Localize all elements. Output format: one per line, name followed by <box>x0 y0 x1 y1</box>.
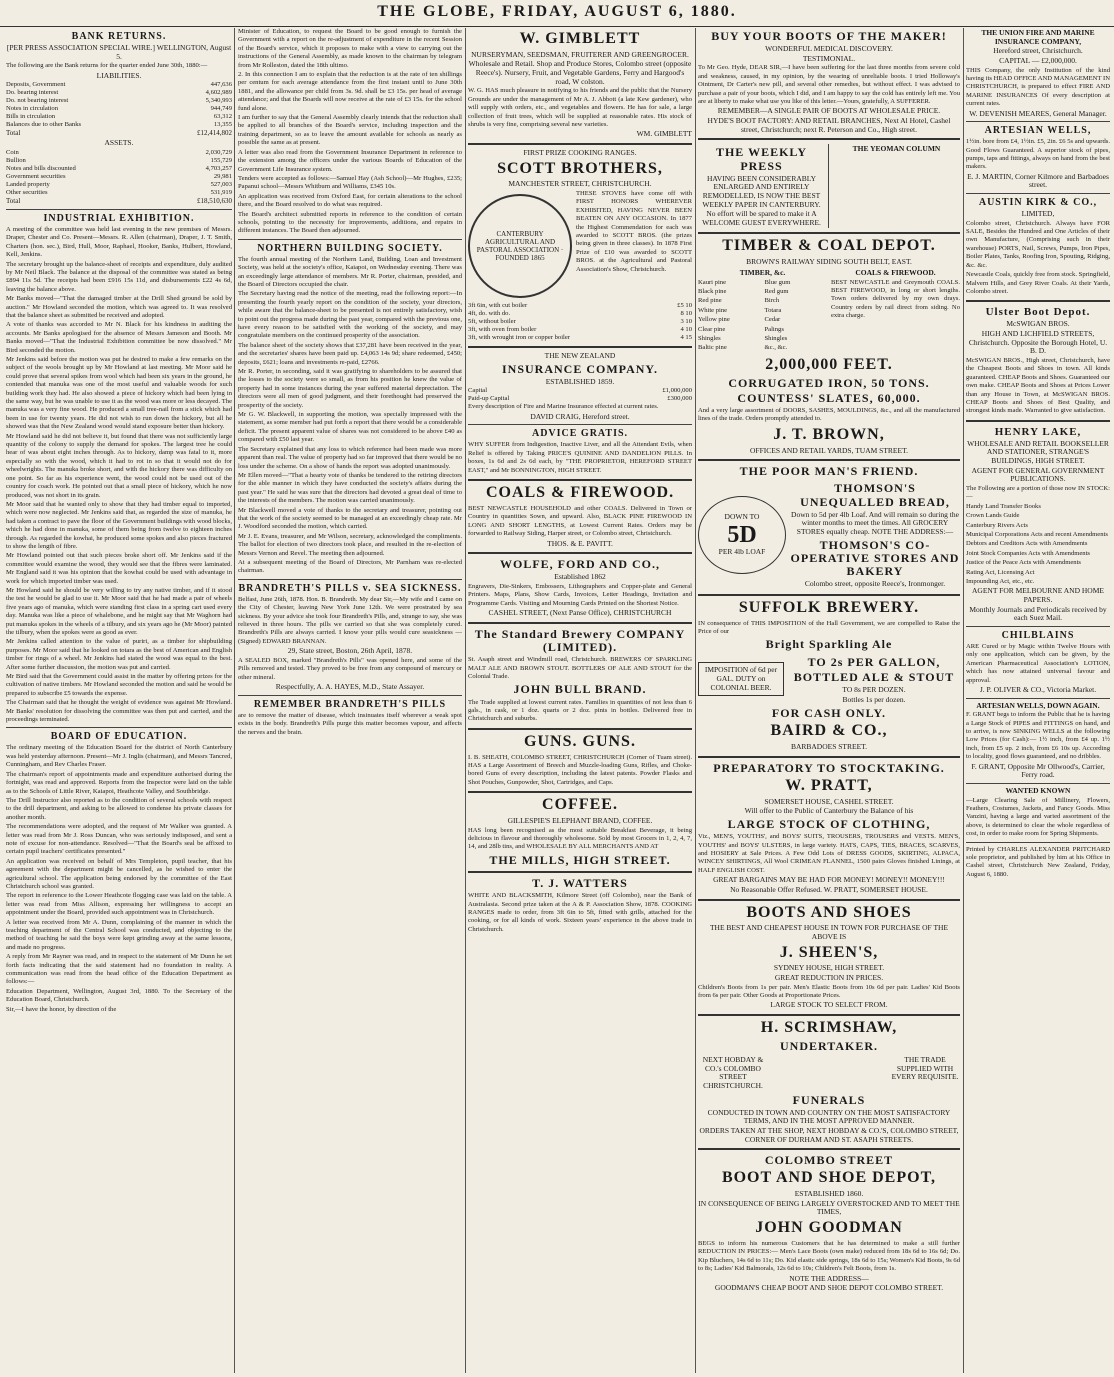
column-rule <box>695 28 696 1373</box>
boot-shoe-depot-heading: BOOT AND SHOE DEPOT, <box>721 1169 937 1187</box>
chilblains-heading: CHILBLAINS <box>1001 629 1075 641</box>
article-paragraph: A vote of thanks was accorded to Mr N. Black for his kindness in auditing the accounts. Mr Banks apologised for the absence of Messrs Jameson and Booth. Mr Banks moved—"That the Industrial Exhibition committee be now dissolved." Mr Bird seconded the motion. <box>6 321 232 354</box>
advert-text: CONDUCTED IN TOWN AND COUNTRY ON THE MOST SATISFACTORY TERMS, AND IN THE MOST APPROVED MANNER. <box>707 1107 951 1126</box>
advert-dateline: 29, State street, Boston, 26th April, 1878. <box>287 646 413 656</box>
advert-text: The Following are a portion of those now IN STOCK:— <box>966 484 1110 501</box>
list-item: &c., &c. <box>764 344 788 352</box>
standard-brewery-heading: The Standard Brewery COMPANY (LIMITED). <box>474 626 686 654</box>
bank-returns-dateline: [PER PRESS ASSOCIATION SPECIAL WIRE.] WELLINGTON, August 5. <box>6 43 232 61</box>
article-paragraph: Mr Howland said he did not believe it, but found that there was not sufficiently large quantity of the colony to supply the demand for spokes. The largest tree he could hear of was about eight inches through. As to hickory, damp was fatal to it, more especially so with the wood, which it had to rot in so that it would not do for wheelwrights. The manuka broke short, and with the hickory there was difficulty on one point. So far as his experience went, the wood could not be used out of the country for coach work. He pointed out that a small piece of hickory, which he now produced, was not short in its grain. <box>6 432 232 499</box>
advert-text: are to remove the matter of disease, which insinuates itself wherever a weak spot exists in the body. Brandreth's Pills purge this matter becomes vapour, and affects the nerves and the brain. <box>238 711 462 736</box>
article-paragraph: A letter was received from Mr A. Dunn, complaining of the manner in which the teaching department of the Central School was conducted, and objecting to the method of teaching he said the boys were kept grinding away at the same lessons, and made no progress. <box>6 918 232 951</box>
advert-text: THESE STOVES have come off with FIRST HONORS WHEREVER EXHIBITED, HAVING NEVER BEEN BEATEN ON ANY OCCASION. In 1877 the Highest Commendation for each was awarded to SCOTT BROS. (the prizes being given in three classes). In 1878 First Prize of £10 was awarded to SCOTT BROS. at the Agricultural and Pastoral Association's Show, Christchurch. <box>576 190 692 273</box>
publications-list <box>966 503 1110 587</box>
article-paragraph: The secretary brought up the balance-sheet of receipts and expenditure, duly audited by Mr Neil Black. The balance at the disposal of the committee was stated as being £894 11s 5d. The receipts had been £916 15s 11d, and disbursements £22 4s 6d, leaving the balance above. <box>6 260 232 293</box>
scott-brothers-heading: SCOTT BROTHERS, <box>497 159 663 177</box>
bottled-price: TO 8s PER DOZEN. <box>842 684 906 694</box>
advert-subheading: ESTABLISHED 1859. <box>545 376 615 386</box>
thomsons-bread: THOMSON'S UNEQUALLED BREAD, <box>800 481 950 509</box>
advert-subheading: LIMITED, <box>1021 209 1055 219</box>
table-row: 3ft, with wrought iron or copper boiler 4 15 <box>468 334 692 341</box>
advert-text: Newcastle Coals, quickly free from stock. Springfield, Malvern Hills, and Grey River Coals. At their Yards, Colombo street. <box>966 271 1110 295</box>
table-row: Notes in circulation 944,749 <box>6 105 232 113</box>
price-list <box>468 302 692 342</box>
goodman-heading: JOHN GOODMAN <box>755 1219 903 1237</box>
poor-mans-friend-heading: THE POOR MAN'S FRIEND. <box>739 464 919 479</box>
article-paragraph: The balance sheet of the society shows that £37,281 have been received in the year, and the secretaries' shares have been paid up. £4,063 14s 9d; share redeemed, £450; deposits, £621; loans and investments re-paid, £2766. <box>238 341 462 366</box>
advert-text: HAVING BEEN CONSIDERABLY ENLARGED AND ENTIRELY REMODELLED, IS NOW THE BEST WEEKLY PAPER IN CANTERBURY. <box>702 173 821 209</box>
assets-total: Total £18,510,630 <box>6 196 232 205</box>
article-paragraph: The Drill Instructor also reported as to the condition of several schools with respect to the drill department, and asking to be allowed to condense his private classes for another month. <box>6 796 232 821</box>
ale-price: TO 2s PER GALLON, <box>807 654 941 669</box>
advert-topline: THE NEW ZEALAND <box>544 351 616 360</box>
wanted-known-heading: WANTED KNOWN <box>1005 785 1071 795</box>
liabilities-total: Total £12,414,802 <box>6 129 232 138</box>
list-item: Shingles <box>698 334 721 342</box>
john-bull-brand: JOHN BULL BRAND. <box>513 682 647 697</box>
article-paragraph: The chairman's report of appointments made and expenditure authorised during the fortnight, was read and approved. Reports from the Inspector were laid on the table as to the Schools of Little River, Kaiapoi, Heathcote Valley, and Southbridge. <box>6 770 232 795</box>
wolfe-ford-heading: WOLFE, FORD AND CO., <box>499 557 660 572</box>
article-paragraph: The Chairman said that he thought the weight of evidence was against Mr Howland. Mr Banks' resolution for dissolving the committee was then put and carried, and the proceedings terminated. <box>6 699 232 724</box>
advert-subheading: GILLESPIE'S ELEPHANT BRAND, COFFEE. <box>507 816 653 826</box>
article-paragraph: Mr R. Porter, in seconding, said it was gratifying to shareholders to be assured that the losses to the society were so small, as from his position he knew the value of property had in some instances during the year suffered material depreciation. The directors were all men of good judgment, and their forethought had preserved the prosperity of the society. <box>238 368 462 409</box>
advert-subheading: Hereford street, Christchurch. <box>993 46 1083 56</box>
list-item: Impounding Act, etc., etc. <box>966 578 1035 586</box>
list-item: Debtors and Creditors Acts with Amendments <box>966 540 1088 548</box>
list-item: Yellow pine <box>698 316 730 324</box>
article-paragraph: Mr Ellen moved—"That a hearty vote of thanks be tendered to the retiring directors for the able manner in which they have conducted the society's affairs during the past year." He said he was sure that the directors had devoted a great deal of time to the interests of the members. The motion was carried unanimously. <box>238 471 462 505</box>
list-item: Handy Land Transfer Books <box>966 502 1041 510</box>
list-item: Crown Lands Guide <box>966 512 1020 520</box>
article-paragraph: The ordinary meeting of the Education Board for the district of North Canterbury was held yesterday afternoon. Present—Mr J. Inglis (chairman), and Messrs Tancred, Cunningham, and Rev Charles Fraser. <box>6 744 232 769</box>
liabilities-table <box>6 81 232 129</box>
article-paragraph: A reply from Mr Rayner was read, and in respect to the statement of Mr Dunn he set forth facts indicating that the said statement had no foundation in reality. A communication was read from the head office of the Education Department as follows:— <box>6 953 232 986</box>
table-row: 3ft, with oven from boiler 4 10 <box>468 326 692 333</box>
timber-subheading: TIMBER, &c. <box>739 267 786 277</box>
list-item: Kauri pine <box>698 278 727 286</box>
advert-signature: Respectfully, A. A. HAYES, M.D., State Assayer. <box>275 682 425 692</box>
buy-boots-heading: BUY YOUR BOOTS OF THE MAKER! <box>711 29 947 43</box>
austin-kirk-heading: AUSTIN KIRK & CO., <box>978 197 1098 209</box>
article-paragraph: Mr Howland pointed out that such pieces broke short off. Mr Jenkins said if the committee would examine the wood, they would see that the fibres were laminated. Mr England said it was his opinion that the kowhai could be used with advantage in work for which imported timber was used. <box>6 552 232 585</box>
advert-text: THE BEST AND CHEAPEST HOUSE IN TOWN FOR PURCHASE OF THE ABOVE IS <box>709 923 949 941</box>
article-paragraph: Mr Blackwell moved a vote of thanks to the secretary and treasurer, pointing out that the work of the society seemed to be managed at an exceedingly cheap rate. Mr J. Woodford seconded the motion, which carried. <box>238 506 462 531</box>
assets-heading: ASSETS. <box>104 138 134 148</box>
list-item: Joint Stock Companies Acts with Amendments <box>966 549 1090 557</box>
advice-gratis-heading: ADVICE GRATIS. <box>531 428 629 440</box>
list-item: Cedar <box>764 316 781 324</box>
advert-subheading: SYDNEY HOUSE, HIGH STREET. <box>773 963 885 973</box>
advert-text: THIS Company, the only Institution of the kind having its HEAD OFFICE AND MANAGEMENT IN CHRISTCHURCH, is prepared to effect FIRE AND MARINE INSURANCES Of every description at current rates. <box>966 66 1110 108</box>
list-item: Red gum <box>764 287 789 295</box>
table-row: Bullion 155,729 <box>6 156 232 164</box>
article-paragraph: Mr G. W. Blackwell, in supporting the motion, was specially impressed with the statement, as some member had put forth a report that there would be a considerable deficit. The present apparent value of shares was not considered to be above £40 as compared with £50 last year. <box>238 411 462 444</box>
advert-address: BARBADOES STREET. <box>790 742 868 752</box>
sparkling-ale: Bright Sparkling Ale <box>765 637 893 652</box>
loaf-price-oval: DOWN TO 5D PER 4lb LOAF <box>698 496 786 574</box>
baird-signature: BAIRD & CO., <box>770 722 888 740</box>
article-paragraph: A letter was also read from the Government Insurance Department in reference to the extension among the officers under the various Boards of Education of the Government Life Insurance system. <box>238 148 462 173</box>
advert-text: BEGS to inform his numerous Customers that he has determined to make a still further REDUCTION IN PRICES:— Men's Lace Boots (own make) reduced from 18s 6d to 16s 6d; Do. Kip Bluchers, 14s 6d to 11s; Do. Kid elastic side springs, 18s 6d to 15s; Women's Kid Boots, 9s 6d to 8s; Ladies' Kid Balmorals, 12s 6d to 10s; Children's Felt Boots, from 1s. <box>698 1239 960 1273</box>
advert-text: W. G. HAS much pleasure in notifying to his friends and the public that the Nursery Grounds are under the management of Mr A. J. Abbott (a late Kew gardener), who will supply with orders, etc., and vegetables and flowers. He has for sale, a large collection of fruit trees, which will be supplied at reasonable rates. His stock of shrubs is very fine, comprising several new varieties. <box>468 87 692 128</box>
article-paragraph: An application was received from Oxford East, for certain alterations to the school there, and the Board resolved to do what was required. <box>238 192 462 209</box>
newspaper-title: THE GLOBE, FRIDAY, AUGUST 6, 1880. <box>377 3 737 20</box>
list-item: Rating Act, Licensing Act <box>966 568 1035 576</box>
scrimshaw-heading: H. SCRIMSHAW, <box>760 1019 898 1037</box>
advert-text: Children's Boots from 1s per pair. Men's Elastic Boots from 10s 6d per pair. Ladies' Kid Boots from 6s per pair. Other Goods at Proportionate Prices. <box>698 983 960 1000</box>
advert-text: —Large Clearing Sale of Millinery, Flowers, Feathers, Costumes, Jackets, and Fancy Goods. Miss Vanzini, having a large and varied assortment of the above, is determined to clear the whole regardless of cost, in order to make room for Spring Shipments. <box>966 796 1110 838</box>
brandreth-pills-heading: BRANDRETH'S PILLS v. SEA SICKNESS. <box>238 582 462 594</box>
masthead <box>0 0 1114 27</box>
table-row: Capital £1,000,000 <box>468 387 692 395</box>
list-item: White pine <box>698 306 728 314</box>
remember-brandreth-heading: REMEMBER BRANDRETH'S PILLS <box>253 698 447 710</box>
list-item: Clear pine <box>698 325 726 333</box>
boots-and-shoes-heading: BOOTS AND SHOES <box>746 903 912 921</box>
board-of-education-heading: BOARD OF EDUCATION. <box>50 731 188 743</box>
nz-insurance-heading: INSURANCE COMPANY. <box>501 361 658 376</box>
article-paragraph: The Secretary having read the notice of the meeting, read the following report:—In presenting the fourth yearly report on the condition of the society, your directors, while aware that the balance-sheet to be presented is not entirely satisfactory, wish to point out the progress made during the past year, compared with the previous one, have every reason to be satisfied with the working of the society, and may congratulate members on the continued prosperity of the association. <box>238 290 462 340</box>
colombo-street-heading: COLOMBO STREET <box>764 1153 894 1168</box>
article-paragraph: At a subsequent meeting of the Board of Directors, Mr Parnham was re-elected chairman. <box>238 558 462 575</box>
list-item: Red pine <box>698 297 722 305</box>
coffee-heading: COFFEE. <box>542 796 618 814</box>
advert-subheading: REMEMBER—A SINGLE PAIR OF BOOTS AT WHOLESALE PRICE. <box>717 106 941 116</box>
coals-subheading: COALS & FIREWOOD. <box>855 267 936 277</box>
list-item: Baltic pine <box>698 344 727 352</box>
cash-only: FOR CASH ONLY. <box>771 706 887 721</box>
advert-text: IN CONSEQUENCE OF BEING LARGELY OVERSTOCKED AND TO MEET THE TIMES, <box>698 1198 960 1217</box>
article-paragraph: The Board's architect submitted reports in reference to the condition of certain schools, pointing to the necessity for improvements, additions, and repairs in different instances. The Board then adjourned. <box>238 210 462 235</box>
article-paragraph: Mr Jenkins said before the motion was put he desired to make a few remarks on the subject of the wools brought up by Mr Howland at last meeting. Mr Moor said he could prove that several spikes from wool which had been six years in the ground, he contended that manuka was one of the most useful and valuable woods for such building work they had. He also showed a piece of hickory which had been lying in the same way, but he was unable to use it as the wood was more or less decayed. The manuka was a very fine wood. He produced a small tree-nail from a stick which had been in use for twenty years. He did not wish to run down the hickory, but all he showed was that the New Zealand wood would stand exposure better than hickory. <box>6 356 232 431</box>
advert-text: And a very large assortment of DOORS, SASHES, MOULDINGS, &c., and all the manufactured lines of the trade. Orders promptly attended to. <box>698 406 960 423</box>
advert-signature: THOS. & E. PAVITT. <box>547 538 613 548</box>
article-paragraph: The Secretary explained that any loss to which reference had been made was more apparent than real. The value of property had so far improved that there would be no loss under the scheme. On a show of hands the report was adopted unanimously. <box>238 445 462 470</box>
table-row: Notes and bills discounted 4,703,257 <box>6 164 232 172</box>
table-row: Landed property 527,003 <box>6 180 232 188</box>
advert-address: OFFICES AND RETAIL YARDS, TUAM STREET. <box>750 445 908 455</box>
advert-text: THE TRADE SUPPLIED WITH EVERY REQUISITE. <box>891 1055 959 1082</box>
advert-topline: FIRST PRIZE COOKING RANGES. <box>523 147 637 157</box>
list-item: Municipal Corporations Acts and recent Amendments <box>966 531 1108 538</box>
advert-subheading: ESTABLISHED 1860. <box>794 1189 864 1199</box>
timber-list <box>765 279 828 354</box>
column-3 <box>468 28 692 1373</box>
advert-text: I. B. SHEATH, COLOMBO STREET, CHRISTCHURCH (Corner of Tuam street). HAS a Large Assortment of Breech and Muzzle-loading Guns, Rifles, and Choke-bored Guns of every description, including the latest patents. Powder Flasks and Shot Pouches, Gunpowder, Shot, Cartridges, and Caps. <box>468 753 692 786</box>
pratt-heading: W. PRATT, <box>785 777 873 795</box>
advert-subheading: AGENT FOR MELBOURNE AND HOME PAPERS. <box>972 586 1104 605</box>
article-paragraph: I am further to say that the General Assembly clearly intends that the reduction shall be applied to all branches of the Board's service, including inspection and the training department, so as to leave the amount available for schools as nearly as possible the same as at present. <box>238 114 462 147</box>
capital-line: CAPITAL — £2,000,000. <box>999 55 1077 65</box>
jt-brown-signature: J. T. BROWN, <box>773 425 885 443</box>
list-item: Black pine <box>698 287 727 295</box>
table-row: Bills in circulation 63,312 <box>6 113 232 121</box>
advert-signature: No Reasonable Offer Refused. W. PRATT, SOMERSET HOUSE. <box>730 884 928 894</box>
duty-box: IMPOSITION of 6d per GAL. DUTY on COLONIAL BEER. <box>698 662 784 696</box>
article-paragraph: 2. In this connection I am to explain that the reduction is at the rate of ten shillings per centum for each average attendance from the first instant until to June 30th 1881, and the allowance per child from 3s. 9d. shall be £3 15s. per head of average attendance; and that the Boards will now receive at the rate of £3 15s. for the school fund alone. <box>238 71 462 112</box>
advert-text: ORDERS TAKEN AT THE SHOP, NEXT HOBDAY & CO.'S, COLOMBO STREET, CORNER OF DURHAM AND ST. ASAPH STREETS. <box>699 1125 959 1144</box>
bank-returns-heading: BANK RETURNS. <box>71 31 167 42</box>
advert-signature: E. J. MARTIN, Corner Kilmore and Barbadoes street. <box>967 171 1109 190</box>
column-5 <box>966 28 1110 1373</box>
advert-text: Viz., MEN'S, YOUTHS', and BOYS' SUITS, TROUSERS, TROUSERS and VESTS. MEN'S, YOUTHS' and BOYS' ULSTERS, in large variety. HATS, CAPS, TIES, BRACES, SCARVES, and HOSIERY at Sale Prices. A Few Odd Lots of DRESS GOODS, SKIRTING, ALPACA, WINCEY SHIRTINGS, All Wool CRIMEAN FLANNEL, 1500 pairs Gloves finished Linings, at HALF ENGLISH COST. <box>698 833 960 874</box>
article-paragraph: The report in reference to the Lower Heathcote flogging case was laid on the table. A letter was read from Miss Allison, expressing her willingness to accept an appointment under the Board, provided such appointment was in Christchurch. <box>6 892 232 917</box>
advert-text: McSWIGAN BROS., High street, Christchurch, have the Cheapest Boots and Shoes in town. All kinds guaranteed. CHEAP Boots and Shoes. Guaranteed our own make. CHEAP Boots and Shoes at Prices Lower than any House in Town, at McSWIGAN BROS. CHEAP Boots and Shoes of Best Quality, and strongest kinds made. Warranted to give satisfaction. <box>966 356 1110 415</box>
thomsons-stores: THOMSON'S CO-OPERATIVE STORES AND BAKERY <box>790 537 960 578</box>
letter-opening: Sir,—I have the honor, by direction of the <box>6 1005 117 1013</box>
countess-slates: COUNTESS' SLATES, 60,000. <box>737 390 921 405</box>
henry-lake-heading: HENRY LAKE, <box>994 425 1082 438</box>
bottled-ale: BOTTLED ALE & STOUT <box>793 669 955 684</box>
article-paragraph: Mr Banks moved—"That the damaged timber at the Drill Shed ground be sold by auction." Mr Howland seconded the motion, which was agreed to. It was resolved that the balance sheet as submitted be received and adopted. <box>6 295 232 319</box>
article-paragraph: Tenders were accepted as follows:—Samuel Hay (Ash School)—Mr Hughes, £235; Papanui school—Messrs Whitburn and Williams, £345 10s. <box>238 174 462 191</box>
corrugated-iron: CORRUGATED IRON, 50 TONS. <box>728 375 930 390</box>
watters-heading: T. J. WATTERS <box>532 876 628 891</box>
advert-text: St. Asaph street and Windmill road, Christchurch. BREWERS OF SPARKLING MALT ALE AND BROWN STOUT. BOTTLERS OF ALE AND STOUT for the Colonial Trade. <box>468 656 692 680</box>
artesian-wells-heading: ARTESIAN WELLS, <box>984 125 1092 137</box>
the-mills-signature: THE MILLS, HIGH STREET. <box>489 852 671 867</box>
column-rule <box>465 28 466 1373</box>
sheens-heading: J. SHEEN'S, <box>779 943 879 961</box>
advert-text: Engravers, Die-Sinkers, Embossers, Lithographers and Copper-plate and General Printers. Maps, Plans, Show Cards, Invoices, Letter Headings, Invitation and Programme Cards. Visiting and Mourning Cards Printed on the Shortest Notice. <box>468 582 692 607</box>
great-reduction: GREAT REDUCTION IN PRICES. <box>774 973 884 982</box>
table-row: Other securities 531,919 <box>6 188 232 196</box>
large-stock: LARGE STOCK TO SELECT FROM. <box>770 1000 888 1010</box>
article-paragraph: Mr Bird said that the Government could assist in the matter by offering prizes for the cultivation of native timbers. Mr Howland seconded the motion and said he would be prepared to subscribe £5 towards the expense. <box>6 673 232 697</box>
article-paragraph: The recommendations were adopted, and the request of Mr Walker was granted. A letter was read from Mr J. Ross Duncan, who was seriously indisposed, and sent a note of excuse for non-attendance. Resolved—"That the Board's seal be affixed to certain pupil teachers' certificates presented." <box>6 823 232 856</box>
advert-text: No effort will be spared to make it A WELCOME GUEST EVERYWHERE. <box>702 209 821 227</box>
advert-text: IN consequence of THIS IMPOSITION of the Hall Government, we are compelled to Raise the Price of our <box>698 619 960 635</box>
guns-heading: GUNS. GUNS. <box>524 732 636 750</box>
article-paragraph: A meeting of the committee was held last evening in the new premises of Messrs. Draper, Chester and Co. Present—Messrs. R. Allen (chairman), Draper, J. T. Smith, Charters (hon. sec.), Bird, Hull, Moor, Raphael, Hooker, Banks, Hulbert, Howland, Kell, Jenkins. <box>6 225 232 259</box>
advert-signature: J. P. OLIVER & CO., Victoria Market. <box>979 684 1097 694</box>
advert-text: A SEALED BOX, marked "Brandreth's Pills" was opened here, and some of the Pills removed and tested. They proved to be free from any compound of mercury or other mineral. <box>238 656 462 681</box>
advert-subheading: AGENT FOR GENERAL GOVERNMENT PUBLICATIONS. <box>971 465 1105 484</box>
list-item: Blue gum <box>764 278 791 286</box>
undertaker: UNDERTAKER. <box>779 1038 879 1053</box>
association-seal-icon: CANTERBURY AGRICULTURAL AND PASTORAL ASSOCIATION · FOUNDED 1865 <box>468 194 572 298</box>
table-row: Balances due to other Banks 13,355 <box>6 121 232 129</box>
advert-text: BEST NEWCASTLE and Greymouth COALS. BEST FIREWOOD, in long or short lengths. Town orders delivered by my own drays. Country orders by rail direct from siding. No extra charge. <box>831 278 960 320</box>
advert-text: WHITE AND BLACKSMITH, Kilmore Street (off Colombo), near the Bank of Australasia. Second prize taken at the A & P. Association Show, 1878. COOKING RANGES made to order, from 3ft 6in to 5ft, fitted with grills, attached for the cooking, or for all kinds of work. Sixteen years' experience in the above trade in Christchurch. <box>468 892 692 933</box>
advert-subheading: TESTIMONIAL. <box>802 53 856 63</box>
advert-text: To Mr Geo. Hyde, DEAR SIR,—I have been suffering for the last three months from severe cold and weakness, caused, in my opinion, by the wearing of unreliable boots. I tried Holloway's Ointment, Dr Carter's new pill, and several other remedies, but without effect. I was advised to purchase a pair of your boots, which I did, and I am happy to say the cold has entirely left me. You are at liberty to make what use you like of this letter.—Yours, gratefully, A SUFFERER. <box>698 64 960 106</box>
bottle-price: Bottles 1s per dozen. <box>842 694 906 704</box>
advert-subheading: BROWN'S RAILWAY SIDING SOUTH BELT, EAST. <box>746 257 912 267</box>
advert-text: HAS long been recognised as the most suitable Breakfast Beverage, it being delicious in flavour and thoroughly wholesome. Sold by most Grocers in 1, 2, 4, 7, 14, and 28lb tins, and WHOLESALE BY ALL MERCHANTS AND AT <box>468 826 692 851</box>
advert-text: Colombo street, Christchurch. Always have FOR SALE, Besides the Hundred and One Articles of their own Manufacture, (Comprising such in their warehouse) PORTS, Nail, Screws, Pumps, Iron Pipes, Boiler Plates, Tanks, Roofing Iron, Spouting, Ridging, &c. &c. <box>966 219 1110 269</box>
great-bargains: GREAT BARGAINS MAY BE HAD FOR MONEY! MONEY!! MONEY!!! <box>713 875 945 885</box>
timber-coal-depot-heading: TIMBER & COAL DEPOT. <box>722 237 936 255</box>
gimblett-heading: W. GIMBLETT <box>519 30 641 47</box>
article-paragraph: Mr Howland said he should be very willing to try any native timber, and if it stood the test he would be glad to use it. Mr Moor said that he had made a pair of wheels five years ago of manuka, which were standing first class in a spring cart used every day. Manuka was like a piece of whalebone, and he might say that Mr Waghorn had put manuka spokes in the wheels of a tilbury, and six years ago he (Mr Moor) painted the tilbury, when the spokes were as good as ever. <box>6 586 232 636</box>
advert-signature: W. DEVENISH MEARES, General Manager. <box>969 108 1107 118</box>
large-stock-clothing: LARGE STOCK OF CLOTHING, <box>727 817 931 832</box>
table-row: Coin 2,030,729 <box>6 148 232 156</box>
advert-text: ARE Cured or by Magic within Twelve Hours with only one application, which can be given, by the American Pharmaceutical Association's LOTION, which has now attained universal favour and approval. <box>966 642 1110 684</box>
article-paragraph: The fourth annual meeting of the Northern Land, Building, Loan and Investment Society, was held at the society's office, Kaiapoi, on Wednesday evening. There was an exceedingly large attendance of members. Mr R. Porter, chairman, presided, and the Board of Directors occupied the chair. <box>238 255 462 288</box>
assets-table <box>6 149 232 197</box>
advert-text: WHY SUFFER from Indigestion, Inactive Liver, and all the Attendant Evils, when Relief is offered by Taking PRICE'S QUININE AND DANDELION PILLS. In boxes, 1s 6d and 2s 6d each, by "THE PROPRIETOR, HEREFORD STREET EAST," and Mr BONNINGTON, HIGH STREET. <box>468 441 692 474</box>
advert-signature: WM. GIMBLETT <box>636 129 692 139</box>
column-4 <box>698 28 960 1373</box>
table-row: 3ft 6in, with cut boiler £5 10 <box>468 302 692 309</box>
northern-building-society-heading: NORTHERN BUILDING SOCIETY. <box>257 242 443 254</box>
article-paragraph: An application was received on behalf of Mrs Templeton, pupil teacher, that his agreement with the department might be cancelled, as he wished to enter the agricultural school. The application being endorsed by the committee of the East Christchurch school was granted. <box>6 857 232 890</box>
advert-text: F. GRANT begs to inform the Public that he is having a Large Stock of PIPES and FITTINGS on hand, and to arrive, is now SINKING WELLS at the following Low Prices (for Cash):— 1½ inch, from £4 up. 1½ inch, from £5 up. 2 inch, from £6 10s up. According to locality, good flows guaranteed, and no dribbles. <box>966 711 1110 761</box>
coals-firewood-heading: COALS & FIREWOOD. <box>485 484 675 502</box>
advert-text: Down to 5d per 4lb Loaf. And will remain so during the winter months to meet the times. All GROCERY STORES equally cheap. NOTE THE ADDRESS:— <box>791 509 959 536</box>
advert-address: HIGH AND LICHFIELD STREETS, Christchurch. Opposite the Borough Hotel, U. B. D. <box>968 329 1108 356</box>
advert-address: GOODMAN'S CHEAP BOOT AND SHOE DEPOT COLOMBO STREET. <box>714 1283 944 1293</box>
advert-address: CASHEL STREET, (Next Panse Office), CHRISTCHURCH <box>488 608 672 618</box>
table-row: Paid-up Capital £300,000 <box>468 395 692 403</box>
advert-subheading: Established 1862 <box>554 572 606 582</box>
timber-list <box>698 279 761 354</box>
advert-subheading: McSWIGAN BROS. <box>1006 319 1070 329</box>
table-row: 4ft, do. with do. 8 10 <box>468 310 692 317</box>
advert-text: NOTE THE ADDRESS— <box>789 1273 869 1283</box>
column-1 <box>6 28 232 1373</box>
article-paragraph: Mr Moor said that he wanted only to show that they had timber equal to imported, which were now neglected. Mr Jenkins said that, as regarded the size of manuka, he had taken a contract to pave the floor of the Government buildings with wood blocks, which he had done in manuka, some of them being from twelve to eighteen inches through. As regarded the kowhai, he produced some spokes and also pieces fractured to show the length of fibre. <box>6 500 232 550</box>
advert-text: BEST NEWCASTLE HOUSEHOLD and other COALS. Delivered in Town or Country in quantities Sown, and upward. Also, BLACK PINE FIREWOOD IN LONG AND SHORT LENGTHS, at Lowest Current Rates. Orders may be forwarded to Railway Siding, Harper street, or Colombo street, Christchurch. <box>468 504 692 538</box>
advert-text: Belfast, June 26th, 1878. Hon. B. Brandreth. My dear Sir,—My wife and I came on the City of Chester, leaving New York June 12th. We were prostrated by sea sickness. By your advice she took four Brandreth's Pills, and, strange to say, she was relieved in three hours. The pills we carried so that she was completely cured. Brandreth's Pills are always carried. I know your pills would cure seasickness — (Signed) EDWARD BRANNAN. <box>238 595 462 645</box>
yeoman-column-heading: THE YEOMAN COLUMN <box>852 144 941 154</box>
advert-signature: F. GRANT, Opposite Mr Ollwood's, Carrier, Ferry road. <box>971 761 1105 780</box>
column-2 <box>238 28 462 1373</box>
table-row: 5ft, without boiler 3 10 <box>468 318 692 325</box>
artesian-wells-2-heading: ARTESIAN WELLS, DOWN AGAIN. <box>976 700 1100 710</box>
advert-subheading: NURSERYMAN, SEEDSMAN, FRUITERER AND GREENGROCER. <box>471 49 689 59</box>
article-paragraph: Mr Jenkins called attention to the value of puriri, as a timber for shipbuilding purposes. Mr Moor said that he looked on totara as the best of American and English timber for rings of a wheel. Mr Jenkins had stated the wood was equal to the best. After some further discussion, the motion was put and carried. <box>6 638 232 671</box>
column-rule <box>234 28 235 1373</box>
advert-text: The Trade supplied at lowest current rates. Families in quantities of not less than 6 gals., in cask, or 1 doz. quarts or 2 doz. pints in bottles. Delivered free in Christchurch and suburbs. <box>468 698 692 723</box>
advert-text: Monthly Journals and Periodicals received by each Suez Mail. <box>969 604 1107 623</box>
list-item: Birch <box>764 297 780 305</box>
list-item: Shingles <box>764 334 788 342</box>
advert-signature: DAVID CRAIG, Hereford street. <box>530 411 630 421</box>
suffolk-brewery-heading: SUFFOLK BREWERY. <box>738 598 920 616</box>
union-fire-heading: THE UNION FIRE AND MARINE INSURANCE COMPANY, <box>981 28 1095 46</box>
advert-text: 1½in. bore from £4, 1½in. £5, 2in. £6 5s and upwards. Good Flows Guaranteed. A superior stock of pipes, pumps, taps and fittings, always on hand from the best makers. <box>966 138 1110 171</box>
article-paragraph: Minister of Education, to request the Board to be good enough to furnish the Government with a report on the re-adjustment of expenditure in the recent Session of the Board's service, which it proposes to make with a view to carrying out the instructions of the General Assembly, as made known to the chairman by telegram from Mr Rolleston, dated the 18th ultimo. <box>238 28 462 69</box>
advert-signature: HYDE'S BOOT FACTORY: AND RETAIL BRANCHES, Next Al Hotel, Cashel street, Christchurch; next R. Peterson and Co., High street. <box>707 116 951 134</box>
list-item: Palings <box>764 325 784 333</box>
advert-address: NEXT HOBDAY & CO.'s COLOMBO STREET CHRISTCHURCH. <box>702 1055 764 1090</box>
funerals: FUNERALS <box>792 1092 866 1107</box>
list-item: Justice of the Peace Acts with Amendments <box>966 559 1082 567</box>
list-item: Canterbury Rivers Acts <box>966 521 1028 529</box>
advert-subheading: WHOLESALE AND RETAIL BOOKSELLER AND STATIONER, STRANGE'S BUILDINGS, HIGH STREET. <box>967 438 1109 466</box>
table-row: Do. not bearing interest 5,340,993 <box>6 97 232 105</box>
advert-subheading: MANCHESTER STREET, CHRISTCHURCH. <box>508 179 652 189</box>
stocktaking-heading: PREPARATORY TO STOCKTAKING. <box>713 760 945 775</box>
table-row: Do. bearing interest 4,602,989 <box>6 89 232 97</box>
printer-imprint: Printed by CHARLES ALEXANDER PRITCHARD sole proprietor, and published by him at his Office in Cashel street, Christchurch New Zealand, Friday, August 6, 1880. <box>966 845 1110 878</box>
list-item: Totara <box>764 306 782 314</box>
column-rule <box>963 28 964 1373</box>
article-paragraph: Mr J. E. Evans, treasurer, and Mr Wilson, secretary, acknowledged the compliments. The ballot for election of two directors took place, and resulted in the re-election of Messrs Vernon and Revel. The meeting then adjourned. <box>238 532 462 557</box>
capital-table <box>468 387 692 403</box>
liabilities-heading: LIABILITIES. <box>96 70 142 80</box>
advert-subheading: SOMERSET HOUSE, CASHEL STREET. <box>764 796 894 806</box>
ulster-boot-depot-heading: Ulster Boot Depot. <box>985 306 1091 319</box>
letter-dateline: Education Department, Wellington, August 3rd, 1880. To the Secretary of the Education Board, Christchurch. <box>6 987 232 1004</box>
advert-text: Every description of Fire and Marine Insurance effected at current rates. <box>468 403 659 411</box>
advert-address: Colombo street, opposite Reece's, Ironmonger. <box>804 579 946 589</box>
industrial-exhibition-heading: INDUSTRIAL EXHIBITION. <box>43 212 195 224</box>
advert-subheading: WONDERFUL MEDICAL DISCOVERY. <box>765 44 893 54</box>
advert-subheading: Wholesale and Retail. Shop and Produce Stores, Colombo street (opposite Reece's). Nursery, Fruit, and Vegetable Gardens, Ferry and Hargood's road, W colston. <box>468 59 692 86</box>
weekly-press-heading: THE WEEKLY PRESS <box>715 145 808 173</box>
table-row: Government securities 29,981 <box>6 172 232 180</box>
feet-of-timber: 2,000,000 FEET. <box>765 355 893 373</box>
bank-returns-intro: The following are the Bank returns for the quarter ended June 30th, 1880:— <box>6 62 208 70</box>
table-row: Deposits, Government 447,636 <box>6 81 232 89</box>
advert-text: Will offer to the Public of Canterbury the Balance of his <box>744 806 914 816</box>
